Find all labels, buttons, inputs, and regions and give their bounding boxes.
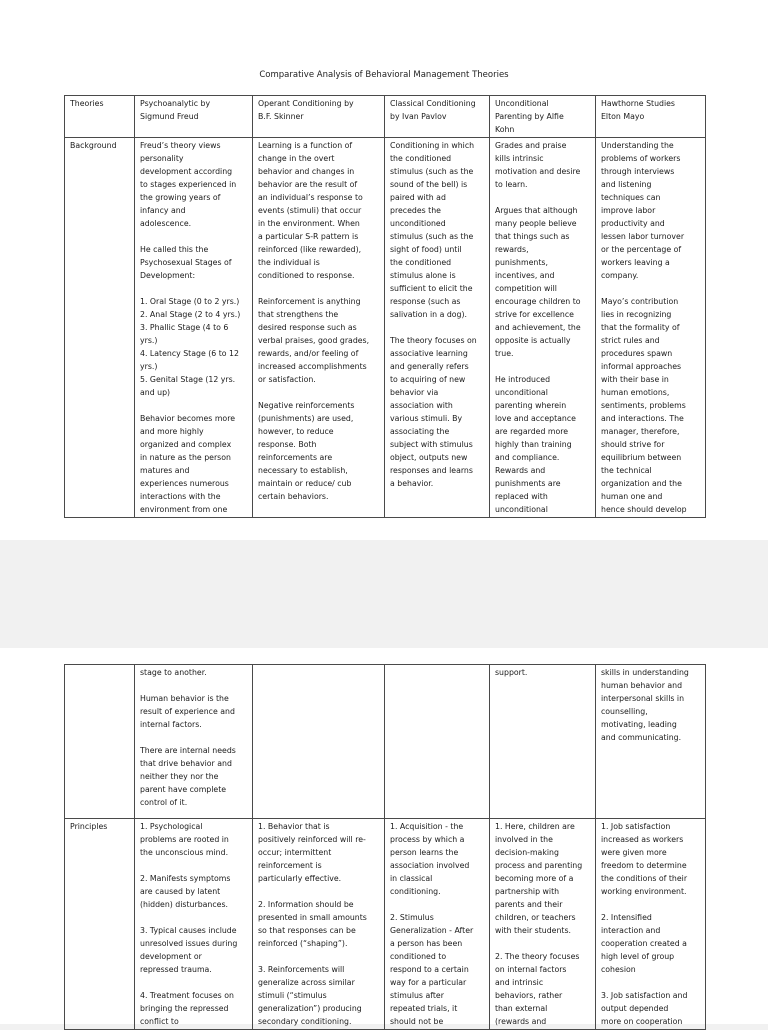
header-cell-freud: Psychoanalytic by Sigmund Freud (135, 96, 253, 138)
comparison-table-continued (64, 664, 706, 1030)
background-cell-kohn: Grades and praise kills intrinsic motivation and desire to learn. Argues that although many people believe that things such as rewards, punishments, incentives, and competition will encourage children to strive for excellence and achievement, the opposite is actually true. He introduced unconditional parenting wherein love and acceptance are regarded more highly than training and compliance. Rewards and punishments are replaced with unconditional (490, 138, 596, 518)
background-cont-cell-pavlov (385, 665, 490, 819)
principles-cell-kohn: 1. Here, children are involved in the decision-making process and parenting becoming more of a partnership with parents and their children, or teachers with their students. 2. The theory focuses on internal factors and intrinsic behaviors, rather than external (rewards and (490, 819, 596, 1030)
document-page-2 (0, 648, 768, 1024)
row-label-principles: Principles (65, 819, 135, 1030)
document-title: Comparative Analysis of Behavioral Management Theories (259, 70, 509, 80)
background-cell-mayo: Understanding the problems of workers through interviews and listening techniques can improve labor productivity and lessen labor turnover or the percentage of workers leaving a company. Mayo’s contribution lies in recognizing that the formality of strict rules and procedures spawn informal approaches with their base in human emotions, sentiments, problems and interactions. The manager, therefore, should strive for equilibrium between the technical organization and the human one and hence should develop (596, 138, 706, 518)
background-cont-cell-skinner (253, 665, 385, 819)
table-row-background-continued (65, 665, 706, 819)
background-cell-pavlov: Conditioning in which the conditioned stimulus (such as the sound of the bell) is paired with ad precedes the unconditioned stimulus (such as the sight of food) until the conditioned stimulus alone is sufficient to elicit the response (such as salivation in a dog). The theory focuses on associative learning and generally refers to acquiring of new behavior via association with various stimuli. By associating the subject with stimulus object, outputs new responses and learns a behavior. (385, 138, 490, 518)
background-cont-cell-mayo: skills in understanding human behavior and interpersonal skills in counselling, motivating, leading and communicating. (596, 665, 706, 819)
principles-cell-mayo: 1. Job satisfaction increased as workers were given more freedom to determine the conditions of their working environment. 2. Intensified interaction and cooperation created a high level of group cohesion 3. Job satisfaction and output depended more on cooperation (596, 819, 706, 1030)
header-cell-mayo: Hawthorne Studies Elton Mayo (596, 96, 706, 138)
header-cell-theories: Theories (65, 96, 135, 138)
background-cell-skinner: Learning is a function of change in the overt behavior and changes in behavior are the result of an individual’s response to events (stimuli) that occur in the environment. When a particular S-R pattern is reinforced (like rewarded), the individual is conditioned to response. Reinforcement is anything that strengthens the desired response such as verbal praises, good grades, rewards, and/or feeling of increased accomplishments or satisfaction. Negative reinforcements (punishments) are used, however, to reduce response. Both reinforcements are necessary to establish, maintain or reduce/ cub certain behaviors. (253, 138, 385, 518)
table-row-principles (65, 819, 706, 1030)
table-header-row (65, 96, 706, 138)
comparison-table (64, 95, 706, 518)
principles-cell-pavlov: 1. Acquisition - the process by which a person learns the association involved in classical conditioning. 2. Stimulus Generalization - After a person has been conditioned to respond to a certain way for a particular stimulus after repeated trials, it should not be (385, 819, 490, 1030)
row-label-background: Background (65, 138, 135, 518)
principles-cell-freud: 1. Psychological problems are rooted in the unconscious mind. 2. Manifests symptoms are caused by latent (hidden) disturbances. 3. Typical causes include unresolved issues during development or repressed trauma. 4. Treatment focuses on bringing the repressed conflict to (135, 819, 253, 1030)
header-cell-kohn: Unconditional Parenting by Alfie Kohn (490, 96, 596, 138)
row-label-empty (65, 665, 135, 819)
principles-cell-skinner: 1. Behavior that is positively reinforced will re- occur; intermittent reinforcement is particularly effective. 2. Information should be presented in small amounts so that responses can be reinforced (“shaping”). 3. Reinforcements will generalize across similar stimuli (“stimulus generalization”) producing secondary conditioning. (253, 819, 385, 1030)
background-cont-cell-freud: stage to another. Human behavior is the result of experience and internal factors. There are internal needs that drive behavior and neither they nor the parent have complete control of it. (135, 665, 253, 819)
header-cell-skinner: Operant Conditioning by B.F. Skinner (253, 96, 385, 138)
background-cell-freud: Freud’s theory views personality development according to stages experienced in the growing years of infancy and adolescence. He called this the Psychosexual Stages of Development: 1. Oral Stage (0 to 2 yrs.) 2. Anal Stage (2 to 4 yrs.) 3. Phallic Stage (4 to 6 yrs.) 4. Latency Stage (6 to 12 yrs.) 5. Genital Stage (12 yrs. and up) Behavior becomes more and more highly organized and complex in nature as the person matures and experiences numerous interactions with the environment from one (135, 138, 253, 518)
table-row-background (65, 138, 706, 518)
background-cont-cell-kohn: support. (490, 665, 596, 819)
header-cell-pavlov: Classical Conditioning by Ivan Pavlov (385, 96, 490, 138)
